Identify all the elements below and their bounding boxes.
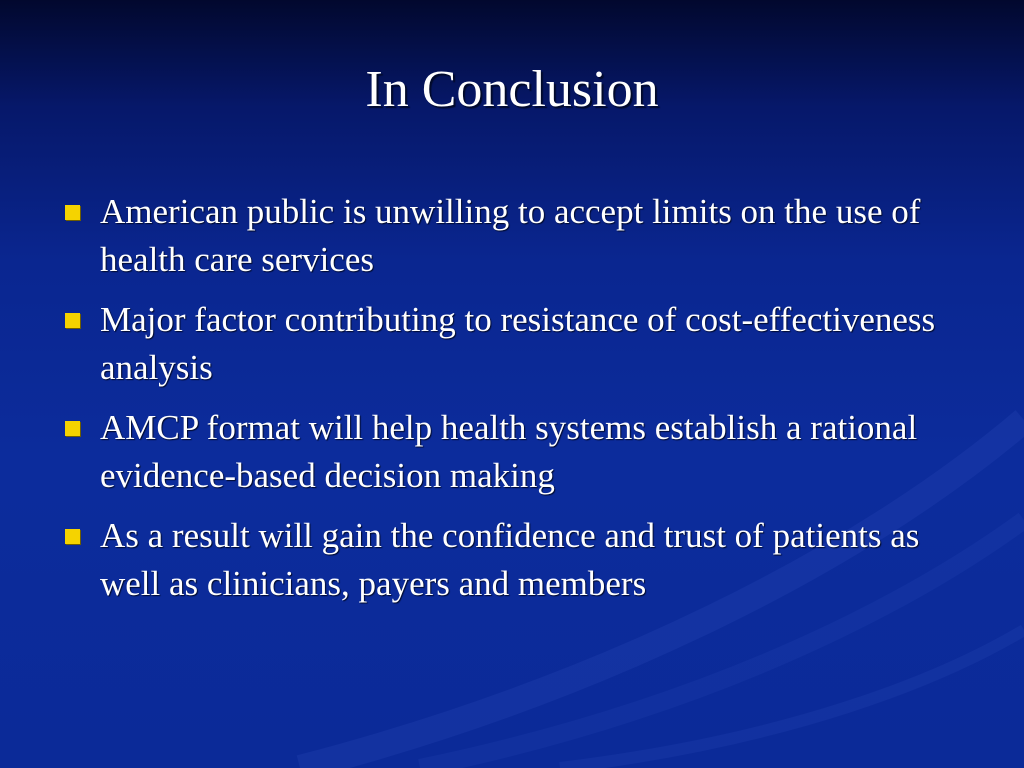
square-bullet-icon <box>65 529 80 544</box>
bullet-item <box>62 512 962 608</box>
square-bullet-icon <box>65 313 80 328</box>
bullet-item <box>62 188 962 284</box>
bullet-text: Major factor contributing to resistance of cost-effectiveness analysis <box>100 300 936 387</box>
bullet-item <box>62 404 962 500</box>
bullet-list <box>62 188 962 620</box>
bullet-text: As a result will gain the confidence and trust of patients as well as clinicians, payers and members <box>100 516 920 603</box>
bullet-text: AMCP format will help health systems establish a rational evidence-based decision making <box>100 408 918 495</box>
square-bullet-icon <box>65 421 80 436</box>
bullet-text: American public is unwilling to accept limits on the use of health care services <box>100 192 921 279</box>
bullet-item <box>62 296 962 392</box>
square-bullet-icon <box>65 205 80 220</box>
slide-title: In Conclusion <box>365 61 659 118</box>
